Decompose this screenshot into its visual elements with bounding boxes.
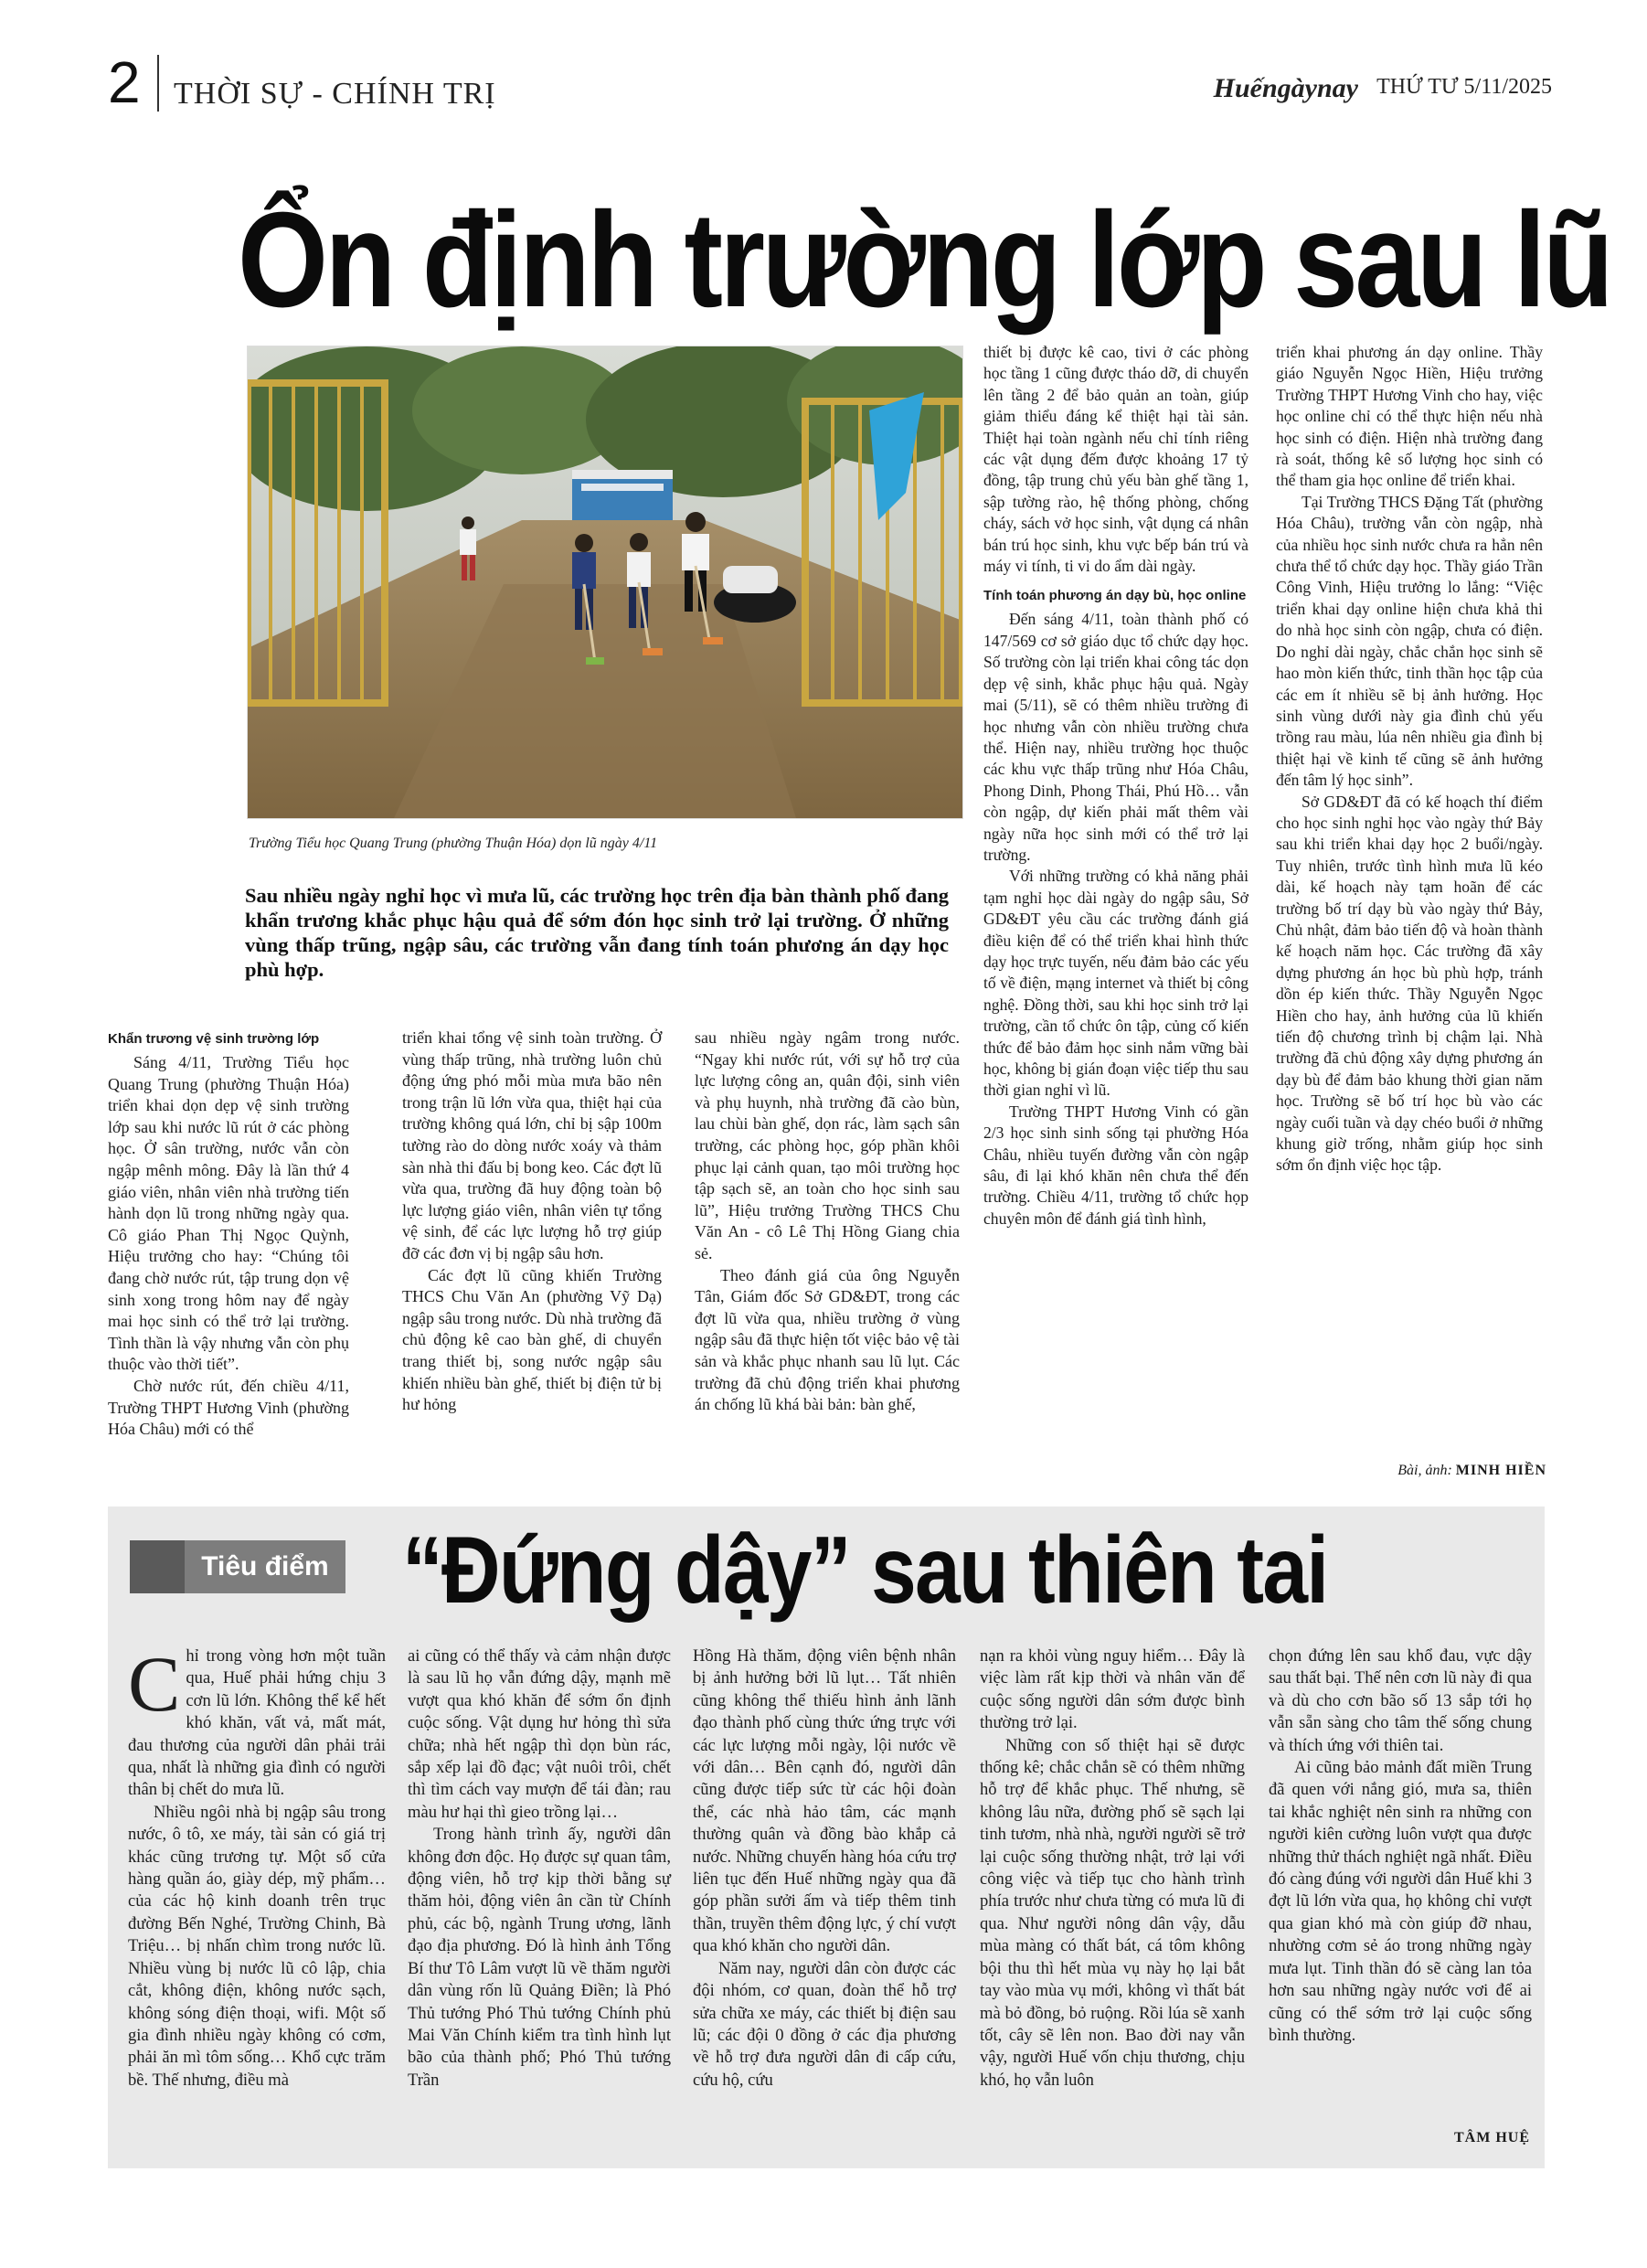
- paragraph: sau nhiều ngày ngâm trong nước. “Ngay khi nước rút, với sự hỗ trợ của lực lượng công an, quân đội, sinh viên và phụ huynh, nhà trường đã cào bùn, lau chùi bàn ghế, dọn rác, làm sạch sân trường, các phòng học, góp phần khôi phục lại cảnh quan, tạo môi trường học tập sạch sẽ, an toàn cho học sinh sau lũ”, Hiệu trưởng Trường THCS Chu Văn An - cô Lê Thị Hồng Giang chia sẻ.: [695, 1028, 960, 1262]
- paragraph: Chờ nước rút, đến chiều 4/11, Trường THPT Hương Vinh (phường Hóa Châu) mới có thể: [108, 1376, 349, 1439]
- article-column-1: [108, 1028, 349, 1441]
- paragraph: chọn đứng lên sau khổ đau, vực dậy sau thất bại. Thế nên cơn lũ này đi qua và dù cho cơn bão số 13 sắp tới họ vẫn sẵn sàng cho tâm thế sống chung và thích ứng với thiên tai.: [1269, 1646, 1532, 1755]
- article-column-5: [1276, 342, 1543, 1177]
- paragraph: [128, 1640, 386, 1802]
- feature-column-1: [128, 1640, 386, 2092]
- paragraph: Nhiều ngôi nhà bị ngập sâu trong nước, ô tô, xe máy, tài sản có giá trị khác cũng trương tự. Một số cửa hàng quần áo, giày dép, mỹ phẩm… của các hộ kinh doanh trên trục đường Bến Nghé, Trường Chinh, Bà Triệu… bị nhấn chìm trong nước lũ. Nhiều vùng bị nước lũ cô lập, chia cắt, không điện, không nước sạch, không sóng điện thoại, wifi. Một số gia đình nhiều ngày không có cơm, phải ăn mì tôm sống… Khổ cực trăm bề. Thế nhưng, điều mà: [128, 1802, 386, 2090]
- paragraph: ai cũng có thể thấy và cảm nhận được là sau lũ họ vẫn đứng dậy, mạnh mẽ vượt qua khó khăn để sớm ổn định cuộc sống. Vật dụng hư hỏng thì sửa chữa; nhà hết ngập thì dọn bùn rác, sắp xếp lại đồ đạc; vật nuôi trôi, chết thì tìm cách vay mượn để tái đàn; rau màu hư hại thì gieo trồng lại…: [408, 1646, 671, 1822]
- paragraph: Tại Trường THCS Đặng Tất (phường Hóa Châu), trường vẫn còn ngập, nhà của nhiều học sinh nước chưa ra hẳn nên chưa thể tổ chức dạy học. Thầy giáo Trần Công Vinh, Hiệu trưởng lo lắng: “Việc triển khai dạy online hiện chưa khả thi do nhà học sinh còn ngập, chưa có điện. Do nghỉ dài ngày, chắc chắn học sinh sẽ hao mòn kiến thức, tinh thần học tập của các em ít nhiều sẽ bị ảnh hưởng. Học sinh vùng dưới này gia đình chủ yếu trồng rau màu, lúa nên nhiều gia đình bị thiệt hại về kinh tế cũng sẽ ảnh hưởng đến tâm lý học sinh”.: [1276, 492, 1543, 790]
- paragraph: Ai cũng bảo mảnh đất miền Trung đã quen với nắng gió, mưa sa, thiên tai khắc nghiệt nên sinh ra những con người kiên cường luôn vượt qua được những thử thách nghiệt ngã nhất. Điều đó càng đúng với người dân Huế khi 3 đợt lũ lớn vừa qua, họ không chỉ vượt qua gian khó mà còn giúp đỡ nhau, nhường cơm sẻ áo trong những ngày mưa lụt. Tinh thần đó sẽ càng lan tỏa hơn sau những ngày nước vơi để ai cũng có thể sớm trở lại cuộc sống bình thường.: [1269, 1758, 1532, 2045]
- paragraph: nạn ra khỏi vùng nguy hiểm… Đây là việc làm rất kịp thời và nhân văn để cuộc sống người dân sớm được bình thường trở lại.: [980, 1646, 1245, 1733]
- flooded-schoolyard-image: [248, 346, 962, 818]
- subheading: Khẩn trương vệ sinh trường lớp: [108, 1031, 320, 1047]
- byline-author: MINH HIỀN: [1455, 1463, 1546, 1478]
- article-headline: Ổn định trường lớp sau lũ: [238, 185, 1611, 335]
- feature-column-4: [980, 1645, 1245, 2092]
- byline-prefix: Bài, ảnh:: [1397, 1463, 1452, 1478]
- article-column-3: [695, 1028, 960, 1416]
- article-column-4: [983, 342, 1249, 1230]
- page-number: 2: [108, 49, 141, 115]
- photo-caption: Trường Tiểu học Quang Trung (phường Thuận Hóa) dọn lũ ngày 4/11: [249, 836, 658, 851]
- section-name: THỜI SỰ - CHÍNH TRỊ: [174, 77, 496, 111]
- drop-cap: C: [128, 1640, 181, 1728]
- paragraph: Trường THPT Hương Vinh có gần 2/3 học sinh sinh sống tại phường Hóa Châu, nhiều tuyến đường vẫn còn ngập sâu, đi lại khó khăn nên chưa thể đến trường. Chiều 4/11, trường tổ chức họp chuyên môn để đánh giá tình hình,: [983, 1102, 1249, 1228]
- paragraph: Sở GD&ĐT đã có kế hoạch thí điểm cho học sinh nghỉ học vào ngày thứ Bảy sau khi triển khai dạy học 2 buổi/ngày. Tuy nhiên, trước tình hình mưa lũ kéo dài, kế hoạch này tạm hoãn để các trường bố trí dạy bù vào ngày thứ Bảy, Chủ nhật, đảm bảo tiến độ và hoàn thành kế hoạch năm học. Các trường đã xây dựng phương án học bù phù hợp, tránh dồn ép kiến thức. Thầy Nguyễn Ngọc Hiền cho hay, ảnh hưởng của lũ khiến tiến độ chương trình bị chậm lại. Nhà trường đã chủ động xây dựng phương án dạy bù để đảm bảo khung thời gian năm học. Trường sẽ bố trí học bù vào các ngày cuối tuần và dạy chéo buổi ở những khung giờ trống, nhằm giúp học sinh sớm ổn định việc học tập.: [1276, 792, 1543, 1175]
- paragraph: Sáng 4/11, Trường Tiểu học Quang Trung (phường Thuận Hóa) triển khai dọn dẹp vệ sinh trường lớp sau khi nước lũ rút ở các phòng học. Ở sân trường, nước vẫn còn ngập mênh mông. Đây là lần thứ 4 giáo viên, nhân viên nhà trường tiến hành dọn lũ trong những ngày qua. Cô giáo Phan Thị Ngọc Quỳnh, Hiệu trưởng cho hay: “Chúng tôi đang chờ nước rút, tập trung dọn vệ sinh xong trong hôm nay để ngày mai học sinh có thể trở lại trường. Tình thần là vậy nhưng vẫn còn phụ thuộc vào thời tiết”.: [108, 1053, 349, 1374]
- paragraph: Trong hành trình ấy, người dân không đơn độc. Họ được sự quan tâm, động viên, hỗ trợ kịp thời bằng sự thăm hỏi, động viên ân cần từ Chính phủ, các bộ, ngành Trung ương, lãnh đạo địa phương. Đó là hình ảnh Tổng Bí thư Tô Lâm vượt lũ về thăm người dân vùng rốn lũ Quảng Điền; là Phó Thủ tướng Phó Thủ tướng Chính phủ Mai Văn Chính kiểm tra tình hình lụt bão của thành phố; Phó Thủ tướng Trần: [408, 1825, 671, 2090]
- feature-column-2: [408, 1645, 671, 2092]
- feature-byline: TÂM HUỆ: [1454, 2130, 1530, 2146]
- paragraph: Hồng Hà thăm, động viên bệnh nhân bị ảnh hưởng bởi lũ lụt… Tất nhiên cũng không thể thiếu hình ảnh lãnh đạo thành phố cùng thức ứng trực với các lực lượng mỗi ngày, lội nước về với dân… Bên cạnh đó, người dân cũng được tiếp sức từ các hội đoàn thể, các nhà hảo tâm, các mạnh thường quân và đồng bào khắp cả nước. Những chuyến hàng hóa cứu trợ liên tục đến Huế những ngày qua đã góp phần sưởi ấm và tiếp thêm tinh thần, truyền thêm động lực, ý chí vượt qua khó khăn cho người dân.: [693, 1646, 956, 1956]
- header-divider: [157, 55, 159, 112]
- paragraph: thiết bị được kê cao, tivi ở các phòng học tầng 1 cũng được tháo dỡ, di chuyển lên tầng 2 để bảo quản an toàn, giúp giảm thiểu đáng kể thiệt hại tài sản. Thiệt hại toàn ngành nếu chỉ tính riêng các vật dụng đếm được khoảng 17 tỷ đồng, tập trung chủ yếu bàn ghế tầng 1, sập tường rào, hệ thống phòng, chống cháy, sách vở học sinh, vật dụng cá nhân bán trú học sinh, khu vực bếp bán trú và máy vi tính, ti vi do ẩm dài ngày.: [983, 343, 1249, 576]
- article-lead: Sau nhiều ngày nghỉ học vì mưa lũ, các trường học trên địa bàn thành phố đang khẩn trương khắc phục hậu quả để sớm đón học sinh trở lại trường. Ở những vùng thấp trũng, ngập sâu, các trường vẫn đang tính toán phương án dạy học phù hợp.: [245, 884, 949, 981]
- article-photo: [247, 346, 963, 819]
- feature-column-3: [693, 1645, 956, 2092]
- issue-date: THỨ TƯ 5/11/2025: [1376, 75, 1552, 99]
- paragraph: triển khai tổng vệ sinh toàn trường. Ở vùng thấp trũng, nhà trường luôn chủ động ứng phó mỗi mùa mưa bão nên trong trận lũ lớn vừa qua, thiệt hại của trường không quá lớn, chỉ bị sập 100m tường rào do dòng nước xoáy và thảm sàn nhà thi đấu bị bong keo. Các đợt lũ vừa qua, trường đã huy động toàn bộ lực lượng giáo viên, nhân viên tự tổng vệ sinh, để các lực lượng hỗ trợ giúp đỡ các đơn vị bị ngập sâu hơn.: [402, 1028, 662, 1262]
- paragraph: Các đợt lũ cũng khiến Trường THCS Chu Văn An (phường Vỹ Dạ) ngập sâu trong nước. Dù nhà trường đã chủ động kê cao bàn ghế, di chuyển trang thiết bị, song nước ngập sâu khiến nhiều bàn ghế, thiết bị điện tử bị hư hỏng: [402, 1265, 662, 1414]
- paragraph: triển khai phương án dạy online. Thầy giáo Nguyễn Ngọc Hiền, Hiệu trưởng Trường THPT Hương Vinh cho hay, việc học online chỉ có thể thực hiện nếu nhà học sinh có điện. Hiện nhà trường đang rà soát, thống kê số lượng học sinh có thể tham gia học online để triển khai.: [1276, 343, 1543, 490]
- article-column-2: [402, 1028, 662, 1416]
- paragraph: Những con số thiệt hại sẽ được thống kê; chắc chắn sẽ có thêm những hỗ trợ để khắc phục. Thế nhưng, sẽ không lâu nữa, đường phố sẽ sạch lại tinh tươm, nhà nhà, người người sẽ trở lại cuộc sống thường nhật, trở lại với công việc và tiếp tục cho hành trình phía trước như chưa từng có mưa lũ đi qua. Như người nông dân vậy, dẫu mùa màng có thất bát, cá tôm không bội thu thì hết mùa vụ này họ lại bắt tay vào mùa vụ mới, không vì thất bát mà bỏ đồng, bỏ ruộng. Rồi lúa sẽ xanh tốt, cây sẽ lên non. Bao đời nay vẫn vậy, người Huế vốn chịu thương, chịu khó, họ vẫn luôn: [980, 1735, 1245, 2090]
- section-tag-accent: [130, 1540, 185, 1593]
- page-header: [108, 46, 1552, 119]
- paragraph: Năm nay, người dân còn được các đội nhóm, cơ quan, đoàn thể hỗ trợ sửa chữa xe máy, các thiết bị điện sau lũ; các đội 0 đồng ở các địa phương về hỗ trợ đưa người dân đi cấp cứu, cứu hộ, cứu: [693, 1958, 956, 2090]
- paragraph-text: hỉ trong vòng hơn một tuần qua, Huế phải hứng chịu 3 cơn lũ lớn. Không thể kể hết khó khăn, vất vả, mất mát, đau thương của người dân phải trải qua, nhất là những gia đình có người thân bị chết do mưa lũ.: [128, 1646, 386, 1800]
- section-tag-label: Tiêu điểm: [201, 1551, 329, 1581]
- feature-column-5: [1269, 1645, 1532, 2047]
- feature-headline: “Đứng dậy” sau thiên tai: [402, 1517, 1328, 1624]
- subheading: Tính toán phương án dạy bù, học online: [983, 588, 1247, 604]
- article-byline: [1397, 1463, 1546, 1479]
- paragraph: Với những trường có khả năng phải tạm nghỉ học dài ngày do ngập sâu, Sở GD&ĐT yêu cầu các trường đánh giá điều kiện để có thể triển khai hình thức dạy học trực tuyến, nếu đảm bảo các yếu tố về điện, mạng internet và thiết bị công nghệ. Đồng thời, sau khi học sinh trở lại trường, cần tổ chức ôn tập, củng cố kiến thức để bảo đảm học sinh nắm vững bài học, không bị gián đoạn việc tiếp thu sau thời gian nghỉ vì lũ.: [983, 867, 1249, 1100]
- paragraph: Đến sáng 4/11, toàn thành phố có 147/569 cơ sở giáo dục tổ chức dạy học. Số trường còn lại triển khai công tác dọn dẹp vệ sinh, khắc phục hậu quả. Ngày mai (5/11), sẽ có thêm nhiều trường đi học nhưng vẫn còn nhiều trường chưa thể. Hiện nay, nhiều trường học thuộc các khu vực thấp trũng như Hóa Châu, Phong Dinh, Phong Thái, Phú Hồ… vẫn còn ngập, dự kiến phải mất thêm vài ngày nữa học sinh mới có thể trở lại trường.: [983, 610, 1249, 864]
- newspaper-logo: Huếngàynay: [1213, 73, 1358, 103]
- paragraph: Theo đánh giá của ông Nguyễn Tân, Giám đốc Sở GD&ĐT, trong các đợt lũ vừa qua, nhiều trường ở vùng ngập sâu đã thực hiện tốt việc bảo vệ tài sản và khắc phục nhanh sau lũ lụt. Các trường đã chủ động triển khai phương án chống lũ khá bài bản: bàn ghế,: [695, 1265, 960, 1414]
